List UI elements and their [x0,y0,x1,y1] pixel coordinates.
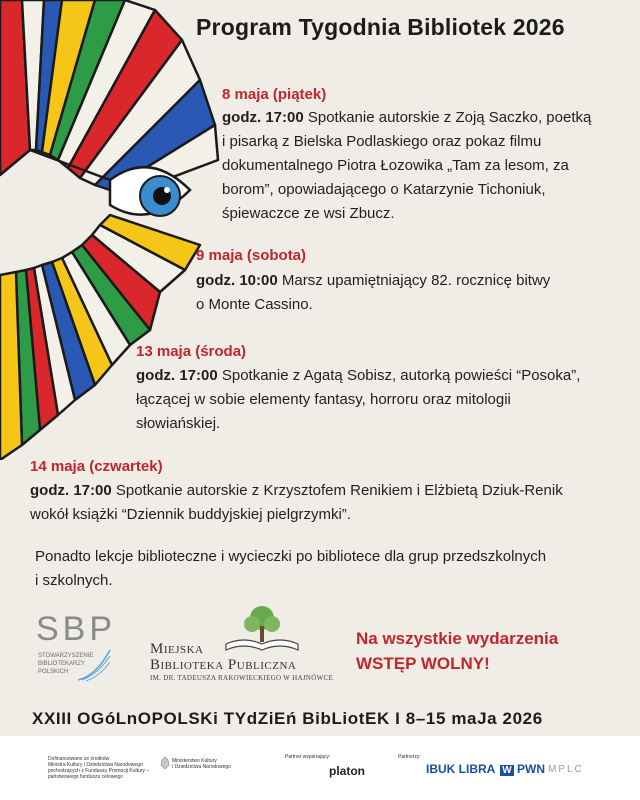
pwn-text: PWN [517,762,546,776]
ministry-line: Ministerstwo Kultury [172,758,217,764]
funding-line: Ministra Kultury i Dziedzictwa Narodowego [48,762,143,768]
event-3 [136,343,246,360]
sbp-sub-line: STOWARZYSZENIE [38,653,94,659]
free-entry-note [356,626,558,676]
event-2 [196,247,306,264]
event-line: o Monte Cassino. [196,296,313,313]
event-line: słowiańskiej. [136,415,221,432]
sbp-logo: SBP [36,610,117,648]
mbp-name-line3: IM. DR. TADEUSZA RAKOWIECKIEGO W HAJNÓWCE [150,674,334,682]
free-line: WSTĘP WOLNY! [356,654,490,673]
event-line: Spotkanie autorskie z Zoją Saczko, poetką [303,109,592,126]
event-3-description [136,364,636,436]
pwn-badge-icon: W [502,765,512,776]
mplc-logo: MPLC [548,764,584,775]
event-line: dokumentalnego Piotra Łozowika „Tam za lesom, za [222,157,569,174]
tree-book-icon [222,604,302,654]
event-line: Spotkanie autorskie z Krzysztofem Renikiem i Elżbietą Dziuk-Renik [111,482,563,499]
mbp-name-line1: Miejska [150,641,204,657]
event-time: godz. 10:00 [196,272,278,289]
funding-line: Dofinansowano ze środków [48,756,110,762]
ibuk-libra-logo [426,762,545,776]
extra-line: Ponadto lekcje biblioteczne i wycieczki po bibliotece dla grup przedszkolnych [35,548,547,565]
event-1-description [222,106,632,226]
ministry-name [172,758,252,770]
ibuk-text: IBUK LIBRA [426,762,495,776]
extra-line: i szkolnych. [35,572,113,589]
partner-label: Partner wspierający: [285,754,331,760]
sbp-sub-line: POLSKICH [38,669,69,675]
funding-line: państwowego funduszu celowego [48,774,123,780]
event-1 [222,86,326,103]
ministry-line: i Dziedzictwa Narodowego [172,764,231,770]
page-title: Program Tygodnia Bibliotek 2026 [196,14,565,40]
event-line: borom”, opowiadającego o Katarzynie Tichoniuk, [222,181,546,198]
event-line: i pisarką z Bielska Podlaskiego oraz pokaz filmu [222,133,542,150]
event-banner: XXIII OGóLnOPOLSKi TYdZiEń BibLiotEK I 8–15 maJa 2026 [32,709,543,728]
event-time: godz. 17:00 [222,109,304,126]
event-line: Spotkanie z Agatą Sobisz, autorką powieści “Posoka”, [217,367,581,384]
platon-logo: platon [329,764,365,778]
event-time: godz. 17:00 [136,367,218,384]
extra-info [35,545,635,593]
mbp-name-line2: Biblioteka Publiczna [150,657,297,673]
event-date: 8 maja (piątek) [222,86,327,103]
sbp-subtitle [38,652,118,676]
event-line: Marsz upamiętniający 82. rocznicę bitwy [277,272,551,289]
event-line: łączącej w sobie elementy fantasy, horroru oraz mitologii [136,391,511,408]
event-line: śpiewaczce ze wsi Zbucz. [222,205,395,222]
eagle-emblem-icon [160,756,170,770]
funding-line: pochodzących z Funduszu Promocji Kultury – [48,768,150,774]
event-date: 13 maja (środa) [136,343,247,360]
event-time: godz. 17:00 [30,482,112,499]
event-2-description [196,269,626,317]
event-date: 14 maja (czwartek) [30,458,163,475]
event-4-description [30,479,630,527]
event-line: wokół książki “Dziennik buddyjskiej pielgrzymki”. [30,506,351,523]
event-date: 9 maja (sobota) [196,247,307,264]
event-4 [30,458,163,475]
free-line: Na wszystkie wydarzenia [356,629,559,648]
partners-label: Partnerzy: [398,754,421,760]
funding-note [48,756,158,780]
sbp-sub-line: BIBLIOTEKARZY [38,661,86,667]
